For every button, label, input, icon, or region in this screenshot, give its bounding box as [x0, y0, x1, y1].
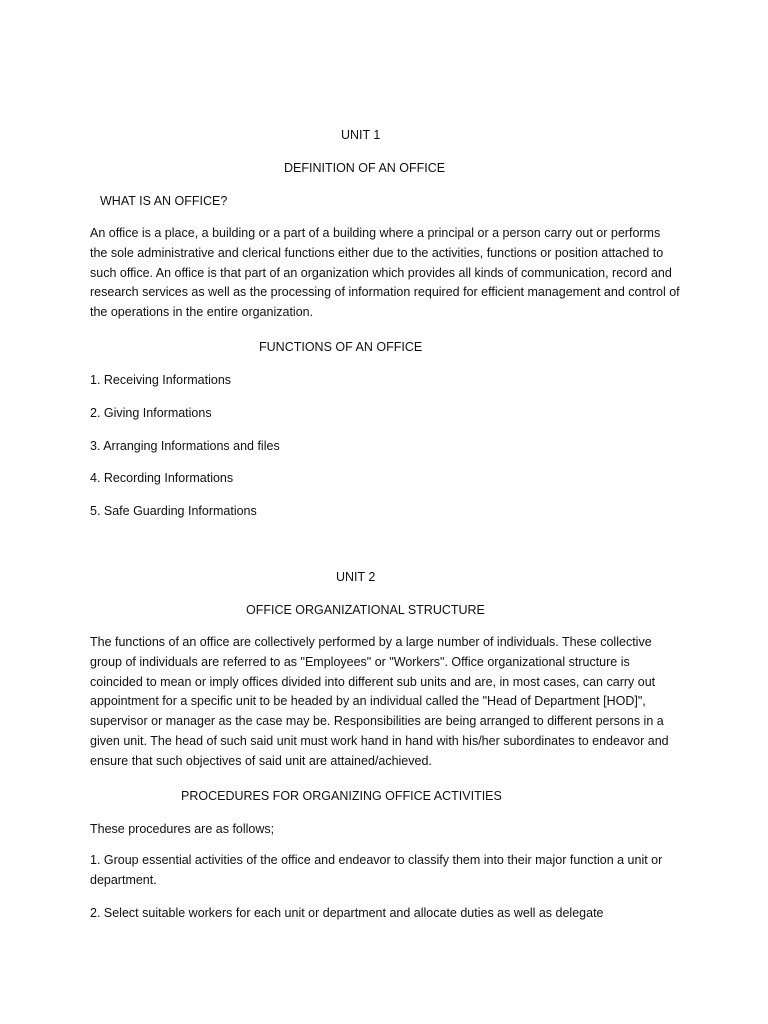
unit-1-heading: UNIT 1: [341, 128, 381, 142]
organizational-structure-paragraph: The functions of an office are collectively performed by a large number of individuals. These collective group of individuals are referred to as "Employees" or "Workers". Office organizational structure is coincided to mean or imply offices divided into different sub units and are, in most cases, can carry out appointment for a specific unit to be headed by an individual called the "Head of Department [HOD]", supervisor or manager as the case may be. Responsibilities are being arranged to different persons in a given unit. The head of such said unit must work hand in hand with his/her subordinates to endeavor and ensure that such objectives of said unit are attained/achieved.: [90, 635, 669, 768]
unit-1-title: DEFINITION OF AN OFFICE: [284, 161, 446, 175]
function-item-4: 4. Recording Informations: [90, 471, 234, 485]
procedures-intro: These procedures are as follows;: [90, 822, 275, 836]
unit-2-title: OFFICE ORGANIZATIONAL STRUCTURE: [246, 603, 485, 617]
procedure-item-1: 1. Group essential activities of the office and endeavor to classify them into their major function a unit or department.: [90, 853, 663, 887]
function-item-5: 5. Safe Guarding Informations: [90, 504, 257, 518]
unit-2-heading: UNIT 2: [336, 570, 376, 584]
what-is-office-heading: WHAT IS AN OFFICE?: [100, 194, 228, 208]
function-item-2: 2. Giving Informations: [90, 406, 212, 420]
function-item-3: 3. Arranging Informations and files: [90, 439, 280, 453]
office-definition-paragraph: An office is a place, a building or a part of a building where a principal or a person carry out or performs the sole administrative and clerical functions either due to the activities, functions or position attached to such office. An office is that part of an organization which provides all kinds of communication, record and research services as well as the processing of information required for efficient management and control of the operations in the entire organization.: [90, 226, 680, 320]
procedure-item-2: 2. Select suitable workers for each unit or department and allocate duties as well as delegate: [90, 906, 604, 920]
function-item-1: 1. Receiving Informations: [90, 373, 232, 387]
procedures-heading: PROCEDURES FOR ORGANIZING OFFICE ACTIVITIES: [181, 789, 502, 803]
functions-heading: FUNCTIONS OF AN OFFICE: [259, 340, 423, 354]
